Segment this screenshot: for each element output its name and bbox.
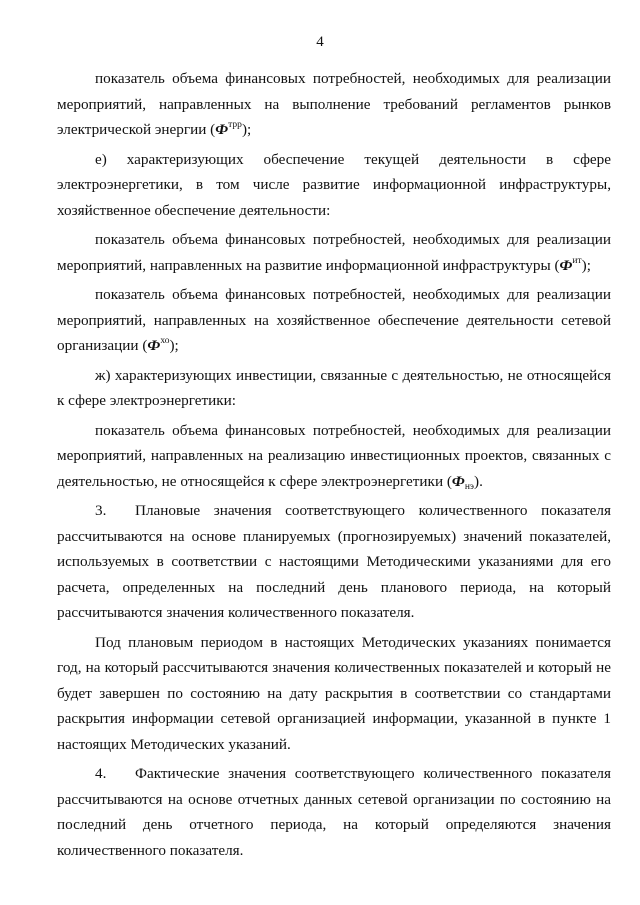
section-number: 4. [95, 765, 107, 782]
paragraph-planned-period: Под плановым периодом в настоящих Методических указаниях понимается год, на который рассчитываются значения количественных показателей и который не будет завершен по состоянию на дату раскрытия в соответствии со стандартами раскрытия информации сетевой организацией информации, указанной в пункте 1 настоящих Методических указаний. [57, 633, 611, 753]
paragraph-indicator-ne: показатель объема финансовых потребностей, необходимых для реализации мероприятий, направленных на реализацию инвестиционных проектов, связанных с деятельностью, не относящейся к сфере электроэнергетики $(Ф_{нэ})$. [57, 421, 611, 492]
paragraph-indicator-kho: показатель объема финансовых потребностей, необходимых для реализации мероприятий, направленных на хозяйственное обеспечение деятельности сетевой организации $(Ф^{хо})$; [57, 286, 611, 354]
document-body [57, 66, 611, 863]
paragraph-indicator-it: показатель объема финансовых потребностей, необходимых для реализации мероприятий, направленных на развитие информационной инфраструктуры $(Ф^{ит})$; [57, 231, 611, 274]
page-number: 4 [316, 34, 324, 50]
section-number: 3. [95, 502, 107, 519]
paragraph-section-4: 4. Фактические значения соответствующего количественного показателя рассчитываются на основе отчетных данных сетевой организации по состоянию на последний день отчетного периода, на который определяются значения количественного показателя. [57, 761, 611, 863]
paragraph-item-zh: ж) характеризующих инвестиции, связанные с деятельностью, не относящейся к сфере электроэнергетики: [57, 366, 611, 409]
paragraph-item-e: е) характеризующих обеспечение текущей деятельности в сфере электроэнергетики, в том числе развитие информационной инфраструктуры, хозяйственное обеспечение деятельности: [57, 150, 611, 219]
paragraph-section-3: 3. Плановые значения соответствующего количественного показателя рассчитываются на основе планируемых (прогнозируемых) значений показателей, используемых в соответствии с настоящими Методическими указаниями для его расчета, определенных на последний день планового периода, на который рассчитываются значения количественного показателя. [57, 498, 611, 626]
paragraph-indicator-trr: показатель объема финансовых потребностей, необходимых для реализации мероприятий, направленных на выполнение требований регламентов рынков электрической энергии $(Ф^{трр})$; [57, 70, 611, 138]
